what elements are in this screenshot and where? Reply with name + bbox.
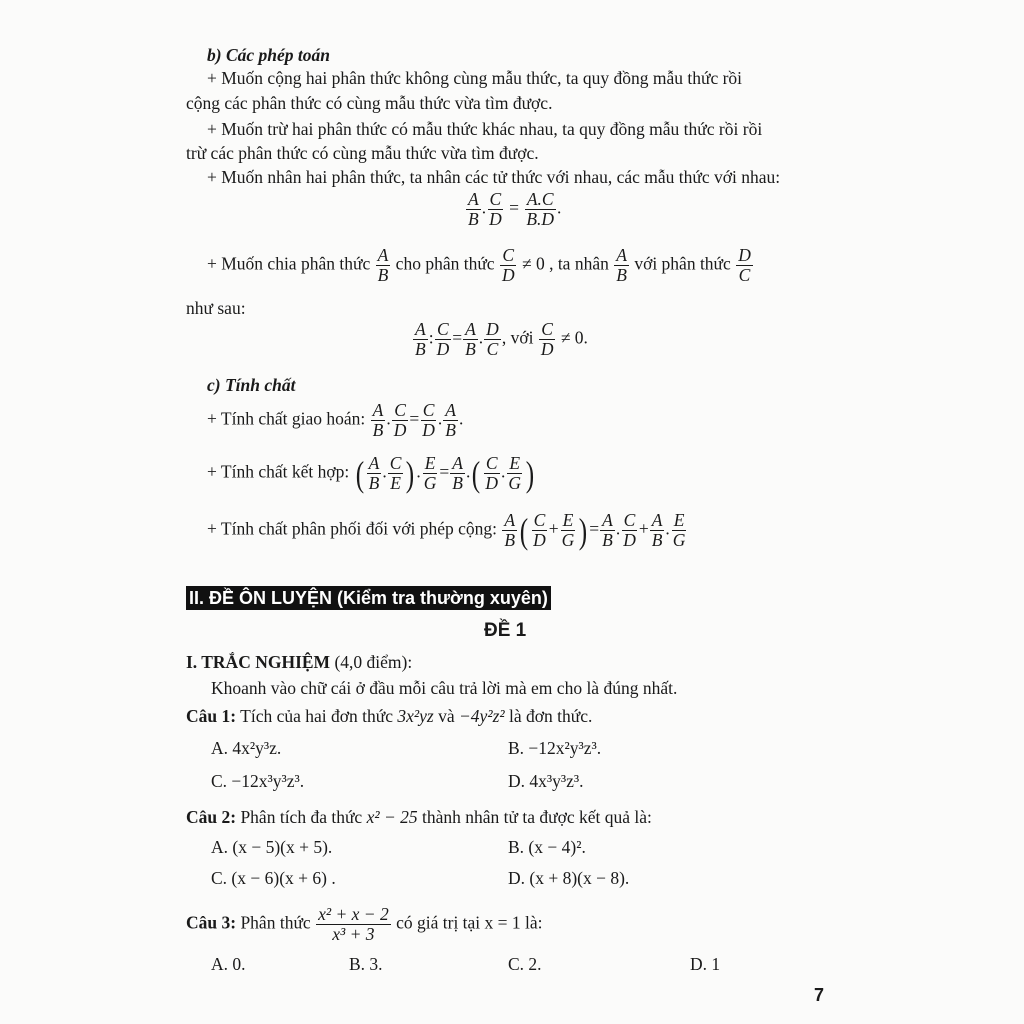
q2-option-b[interactable]: B. (x − 4)². [508, 837, 586, 857]
section-banner: II. ĐỀ ÔN LUYỆN (Kiểm tra thường xuyên) [186, 586, 551, 610]
add-rule-line-1: + Muốn cộng hai phân thức không cùng mẫu thức, ta quy đồng mẫu thức rồi [207, 68, 743, 88]
q2-option-c[interactable]: C. (x − 6)(x + 6) . [211, 868, 336, 888]
part-i-title: I. TRẮC NGHIỆM (4,0 điểm): [186, 652, 413, 672]
q1-option-a[interactable]: A. 4x²y³z. [211, 738, 282, 758]
q3-option-b[interactable]: B. 3. [349, 954, 383, 974]
q2-option-d[interactable]: D. (x + 8)(x − 8). [508, 868, 630, 888]
section-c-heading: c) Tính chất [207, 375, 296, 395]
question-3: Câu 3: Phân thức $\frac{\text{x² + x − 2}}{\text{x³ + 3}}$ có giá trị tại x = 1 là: [186, 904, 543, 944]
exam-title: ĐỀ 1 [484, 620, 527, 641]
q1-option-c[interactable]: C. −12x³y³z³. [211, 771, 305, 791]
mul-rule: + Muốn nhân hai phân thức, ta nhân các tử thức với nhau, các mẫu thức với nhau: [207, 167, 781, 187]
q2-option-a[interactable]: A. (x − 5)(x + 5). [211, 837, 333, 857]
q3-option-c[interactable]: C. 2. [508, 954, 542, 974]
question-1: Câu 1: Tích của hai đơn thức 3x²yz và −4y²z² là đơn thức. [186, 706, 593, 726]
fraction: $\frac{A.C}{B.D}$ [526, 189, 555, 229]
question-2: Câu 2: Phân tích đa thức x² − 25 thành nhân tử ta được kết quả là: [186, 807, 652, 827]
sub-rule-line-2: trừ các phân thức có cùng mẫu thức vừa tìm được. [186, 143, 539, 163]
div-rule-end: như sau: [186, 298, 246, 318]
div-formula: $\frac{A}{B}$ : $\frac{C}{D}$ = $\frac{A}{B}$ . $\frac{D}{C}$ , với $\frac{C}{D}$ ≠ 0. [415, 319, 588, 359]
div-rule: + Muốn chia phân thức $\frac{A}{B}$ cho phân thức $\frac{C}{D}$ ≠ 0 , ta nhân $\frac{A}{B}$ với phân thức $\frac{D}{C}$ [207, 245, 751, 285]
fraction: $\frac{\text{x² + x − 2}}{\text{x³ + 3}}$ [318, 904, 389, 944]
section-b-heading: b) Các phép toán [207, 45, 330, 65]
instruction: Khoanh vào chữ cái ở đầu mỗi câu trả lời mà em cho là đúng nhất. [211, 678, 678, 698]
fraction: $\frac{A}{B}$ [468, 189, 479, 229]
q1-option-d[interactable]: D. 4x³y³z³. [508, 771, 584, 791]
q3-option-d[interactable]: D. 1 [690, 954, 721, 974]
q1-option-b[interactable]: B. −12x²y³z³. [508, 738, 602, 758]
mul-formula: $\frac{A}{B}$ . $\frac{C}{D}$ = $\frac{A.C}{B.D}$ . [468, 189, 562, 229]
q3-option-a[interactable]: A. 0. [211, 954, 246, 974]
associative-property: + Tính chất kết hợp: ( $\frac{A}{B}$ . $\frac{C}{E}$ ) . $\frac{E}{G}$ = $\frac{A}{B}$ .( $\frac{C}{D}$ . $\frac{E}{G}$ ) [207, 453, 535, 494]
distributive-property: + Tính chất phân phối đối với phép cộng: $\frac{A}{B}$ ( $\frac{C}{D}$ + $\frac{E}{G}$ ) = $\frac{A}{B}$ . $\frac{C}{D}$ + $\frac{A}{B}$ . $\frac{E}{G}$ [207, 510, 686, 551]
add-rule-line-2: cộng các phân thức có cùng mẫu thức vừa tìm được. [186, 93, 553, 113]
page-number: 7 [814, 985, 825, 1005]
sub-rule-line-1: + Muốn trừ hai phân thức có mẫu thức khác nhau, ta quy đồng mẫu thức rồi rồi [207, 119, 763, 139]
commutative-property: + Tính chất giao hoán: $\frac{A}{B}$ . $\frac{C}{D}$ = $\frac{C}{D}$ . $\frac{A}{B}$ . [207, 400, 464, 440]
fraction: $\frac{C}{D}$ [489, 189, 502, 229]
